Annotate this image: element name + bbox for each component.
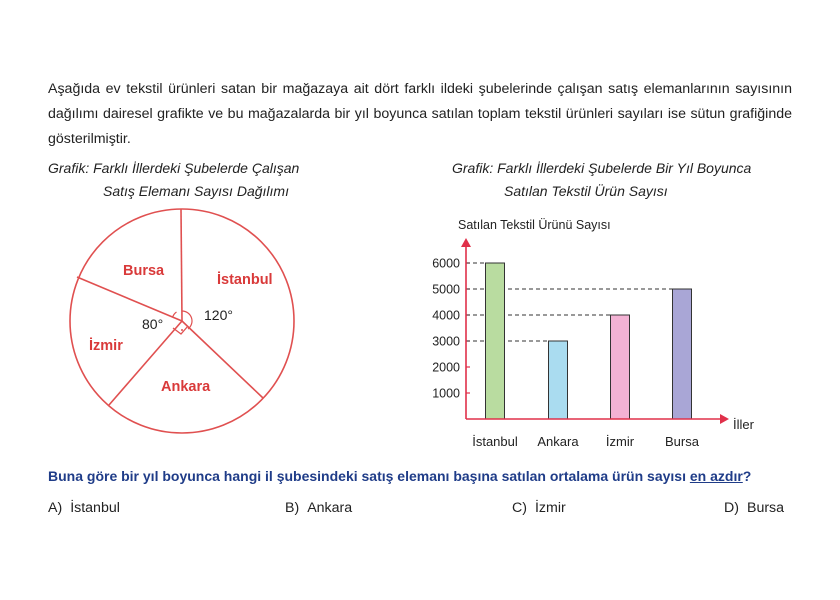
bar-caption-line-2: Satılan Tekstil Ürün Sayısı [504, 183, 668, 199]
bar-y-axis-title: Satılan Tekstil Ürünü Sayısı [458, 218, 611, 232]
option-c-letter: C) [512, 500, 527, 516]
right-angle-dot [181, 329, 183, 331]
bar-x-axis-arrow [720, 414, 729, 424]
pie-chart [70, 209, 294, 433]
question-emphasis: en azdır [689, 468, 743, 484]
right-angle-marker [173, 326, 188, 334]
x-category-label-2: İzmir [605, 434, 635, 449]
pie-label-istanbul: İstanbul [217, 272, 273, 288]
question-main: Buna göre bir yıl boyunca hangi il şubesindeki satış elemanı başına satılan ortalama ürün sayısı [48, 468, 690, 484]
option-d-letter: D) [724, 500, 739, 516]
bar-x-axis-title: İller [733, 417, 754, 432]
option-d-text: Bursa [746, 500, 785, 516]
y-tick-label-5000: 5000 [432, 282, 460, 297]
option-d[interactable] [724, 500, 784, 516]
y-tick-label-6000: 6000 [432, 256, 460, 271]
x-category-label-1: Ankara [537, 434, 579, 449]
izmir-angle-arc [173, 312, 177, 318]
pie-caption-line-2: Satış Elemanı Sayısı Dağılımı [103, 183, 289, 199]
pie-label-izmir: İzmir [89, 338, 123, 354]
bar-y-axis-arrow [461, 238, 471, 247]
bar-chart [432, 218, 754, 449]
bar-0 [486, 263, 505, 419]
y-tick-label-1000: 1000 [432, 386, 460, 401]
pie-label-bursa: Bursa [123, 263, 165, 279]
question-end: ? [742, 468, 752, 484]
option-a[interactable] [48, 500, 120, 516]
option-c-text: İzmir [534, 500, 566, 516]
x-category-label-0: İstanbul [472, 434, 518, 449]
option-b[interactable] [285, 500, 352, 516]
pie-caption-line-1: Grafik: Farklı İllerdeki Şubelerde Çalışan [48, 160, 300, 176]
bar-2 [611, 315, 630, 419]
intro-paragraph: Aşağıda ev tekstil ürünleri satan bir mağazaya ait dört farklı ildeki şubelerinde çalışan satış elemanlarının sayısının dağılımı dairesel grafikte ve bu mağazalarda bir yıl boyunca satılan toplam tekstil ürünleri sayıları ise sütun grafiğinde gösterilmiştir. [48, 81, 792, 147]
y-tick-label-4000: 4000 [432, 308, 460, 323]
option-a-text: İstanbul [70, 500, 120, 516]
option-b-letter: B) [285, 500, 300, 516]
pie-angle-izmir: 80° [142, 316, 164, 332]
question-text [48, 468, 808, 484]
bar-3 [673, 289, 692, 419]
y-tick-label-2000: 2000 [432, 360, 460, 375]
pie-angle-istanbul: 120° [204, 307, 233, 323]
pie-label-ankara: Ankara [161, 379, 211, 395]
x-category-label-3: Bursa [665, 434, 699, 449]
y-tick-label-3000: 3000 [432, 334, 460, 349]
pie-divider-left [77, 277, 182, 321]
option-b-text: Ankara [307, 500, 353, 516]
bar-1 [549, 341, 568, 419]
option-a-letter: A) [48, 500, 63, 516]
bar-caption-line-1: Grafik: Farklı İllerdeki Şubelerde Bir Yıl Boyunca [452, 160, 752, 176]
option-c[interactable] [512, 500, 566, 516]
pie-divider-top [181, 209, 182, 321]
